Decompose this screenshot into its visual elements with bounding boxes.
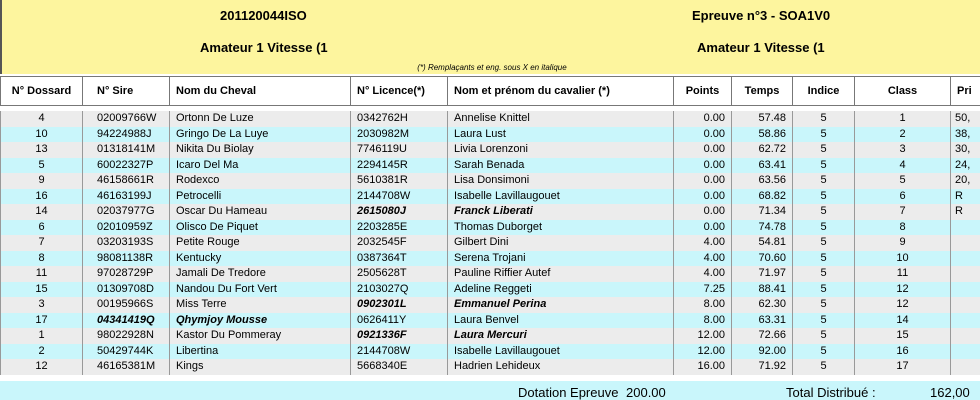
cell-cavalier: Lisa Donsimoni xyxy=(448,173,674,189)
cell-licence: 2103027Q xyxy=(351,282,448,298)
cell-temps: 74.78 xyxy=(732,220,793,236)
cell-indice: 5 xyxy=(793,158,855,174)
cell-points: 16.00 xyxy=(674,359,732,375)
cell-licence: 2030982M xyxy=(351,127,448,143)
dotation-value: 200.00 xyxy=(626,385,666,400)
total-value: 162,00 xyxy=(930,385,970,400)
cell-prix xyxy=(951,266,980,282)
cell-cheval: Nikita Du Biolay xyxy=(170,142,351,158)
table-row xyxy=(1,266,980,282)
cell-cavalier: Serena Trojani xyxy=(448,251,674,267)
dotation-label: Dotation Epreuve xyxy=(518,385,619,400)
cell-dossard: 3 xyxy=(1,297,83,313)
table-row xyxy=(1,297,980,313)
col-class: Class xyxy=(855,77,951,106)
table-row xyxy=(1,328,980,344)
cell-prix: 20, xyxy=(951,173,980,189)
cell-sire: 98081138R xyxy=(83,251,170,267)
cell-sire: 46165381M xyxy=(83,359,170,375)
event-category-right: Amateur 1 Vitesse (1 xyxy=(697,40,825,55)
cell-class: 10 xyxy=(855,251,951,267)
cell-points: 0.00 xyxy=(674,158,732,174)
cell-sire: 02010959Z xyxy=(83,220,170,236)
cell-class: 16 xyxy=(855,344,951,360)
cell-indice: 5 xyxy=(793,173,855,189)
cell-cheval: Gringo De La Luye xyxy=(170,127,351,143)
cell-indice: 5 xyxy=(793,266,855,282)
cell-points: 0.00 xyxy=(674,127,732,143)
cell-cheval: Libertina xyxy=(170,344,351,360)
cell-dossard: 11 xyxy=(1,266,83,282)
cell-points: 0.00 xyxy=(674,111,732,127)
cell-temps: 72.66 xyxy=(732,328,793,344)
cell-points: 4.00 xyxy=(674,266,732,282)
cell-class: 4 xyxy=(855,158,951,174)
col-temps: Temps xyxy=(732,77,793,106)
cell-temps: 63.41 xyxy=(732,158,793,174)
cell-sire: 97028729P xyxy=(83,266,170,282)
cell-cavalier: Isabelle Lavillaugouet xyxy=(448,189,674,205)
cell-sire: 02037977G xyxy=(83,204,170,220)
event-title: Epreuve n°3 - SOA1V0 xyxy=(692,8,831,23)
cell-class: 9 xyxy=(855,235,951,251)
cell-cavalier: Thomas Duborget xyxy=(448,220,674,236)
cell-prix: 24, xyxy=(951,158,980,174)
cell-prix xyxy=(951,235,980,251)
cell-points: 4.00 xyxy=(674,235,732,251)
cell-cheval: Miss Terre xyxy=(170,297,351,313)
cell-indice: 5 xyxy=(793,189,855,205)
cell-class: 14 xyxy=(855,313,951,329)
cell-points: 0.00 xyxy=(674,173,732,189)
cell-temps: 58.86 xyxy=(732,127,793,143)
cell-sire: 46163199J xyxy=(83,189,170,205)
cell-sire: 01309708D xyxy=(83,282,170,298)
cell-sire: 01318141M xyxy=(83,142,170,158)
table-row xyxy=(1,204,980,220)
cell-licence: 2615080J xyxy=(351,204,448,220)
cell-licence: 0387364T xyxy=(351,251,448,267)
cell-cavalier: Isabelle Lavillaugouet xyxy=(448,344,674,360)
col-cheval: Nom du Cheval xyxy=(170,77,351,106)
cell-dossard: 17 xyxy=(1,313,83,329)
cell-cavalier: Laura Lust xyxy=(448,127,674,143)
table-row xyxy=(1,282,980,298)
cell-temps: 70.60 xyxy=(732,251,793,267)
cell-class: 8 xyxy=(855,220,951,236)
cell-class: 11 xyxy=(855,266,951,282)
table-row xyxy=(1,359,980,375)
cell-class: 3 xyxy=(855,142,951,158)
cell-dossard: 6 xyxy=(1,220,83,236)
cell-indice: 5 xyxy=(793,204,855,220)
col-points: Points xyxy=(674,77,732,106)
cell-cavalier: Pauline Riffier Autef xyxy=(448,266,674,282)
cell-indice: 5 xyxy=(793,220,855,236)
cell-dossard: 10 xyxy=(1,127,83,143)
table-row xyxy=(1,220,980,236)
col-indice: Indice xyxy=(793,77,855,106)
cell-points: 8.00 xyxy=(674,313,732,329)
cell-cheval: Kentucky xyxy=(170,251,351,267)
cell-cheval: Icaro Del Ma xyxy=(170,158,351,174)
results-body xyxy=(1,106,980,375)
cell-sire: 02009766W xyxy=(83,111,170,127)
cell-temps: 71.92 xyxy=(732,359,793,375)
table-row xyxy=(1,344,980,360)
cell-prix xyxy=(951,220,980,236)
cell-cheval: Kastor Du Pommeray xyxy=(170,328,351,344)
cell-licence: 0902301L xyxy=(351,297,448,313)
cell-dossard: 4 xyxy=(1,111,83,127)
cell-licence: 2294145R xyxy=(351,158,448,174)
table-row xyxy=(1,142,980,158)
table-row xyxy=(1,173,980,189)
cell-class: 1 xyxy=(855,111,951,127)
cell-licence: 7746119U xyxy=(351,142,448,158)
cell-cavalier: Laura Mercuri xyxy=(448,328,674,344)
cell-temps: 68.82 xyxy=(732,189,793,205)
results-header xyxy=(0,0,980,74)
col-sire: N° Sire xyxy=(83,77,170,106)
cell-temps: 63.56 xyxy=(732,173,793,189)
table-row xyxy=(1,189,980,205)
cell-temps: 63.31 xyxy=(732,313,793,329)
cell-indice: 5 xyxy=(793,142,855,158)
cell-cheval: Petite Rouge xyxy=(170,235,351,251)
cell-dossard: 16 xyxy=(1,189,83,205)
cell-dossard: 13 xyxy=(1,142,83,158)
cell-dossard: 15 xyxy=(1,282,83,298)
cell-class: 12 xyxy=(855,297,951,313)
cell-prix: 38, xyxy=(951,127,980,143)
cell-prix xyxy=(951,344,980,360)
cell-class: 5 xyxy=(855,173,951,189)
cell-cavalier: Adeline Reggeti xyxy=(448,282,674,298)
cell-temps: 62.30 xyxy=(732,297,793,313)
table-row xyxy=(1,111,980,127)
cell-licence: 2032545F xyxy=(351,235,448,251)
cell-class: 12 xyxy=(855,282,951,298)
cell-cavalier: Livia Lorenzoni xyxy=(448,142,674,158)
cell-points: 12.00 xyxy=(674,344,732,360)
cell-points: 0.00 xyxy=(674,142,732,158)
cell-cavalier: Franck Liberati xyxy=(448,204,674,220)
cell-sire: 60022327P xyxy=(83,158,170,174)
results-footer xyxy=(0,381,980,400)
cell-class: 15 xyxy=(855,328,951,344)
col-dossard: N° Dossard xyxy=(1,77,83,106)
cell-points: 8.00 xyxy=(674,297,732,313)
cell-points: 12.00 xyxy=(674,328,732,344)
cell-dossard: 8 xyxy=(1,251,83,267)
cell-cheval: Nandou Du Fort Vert xyxy=(170,282,351,298)
cell-indice: 5 xyxy=(793,235,855,251)
table-header-row xyxy=(1,77,980,106)
event-code: 201120044ISO xyxy=(220,8,307,23)
cell-licence: 2144708W xyxy=(351,189,448,205)
cell-dossard: 1 xyxy=(1,328,83,344)
cell-cheval: Ortonn De Luze xyxy=(170,111,351,127)
cell-dossard: 2 xyxy=(1,344,83,360)
cell-prix: R xyxy=(951,189,980,205)
cell-temps: 92.00 xyxy=(732,344,793,360)
cell-prix: 30, xyxy=(951,142,980,158)
cell-licence: 0342762H xyxy=(351,111,448,127)
table-row xyxy=(1,251,980,267)
cell-sire: 98022928N xyxy=(83,328,170,344)
table-row xyxy=(1,127,980,143)
cell-cheval: Jamali De Tredore xyxy=(170,266,351,282)
cell-licence: 0626411Y xyxy=(351,313,448,329)
cell-points: 0.00 xyxy=(674,204,732,220)
cell-indice: 5 xyxy=(793,328,855,344)
results-table xyxy=(0,76,980,375)
cell-indice: 5 xyxy=(793,127,855,143)
cell-class: 7 xyxy=(855,204,951,220)
cell-temps: 88.41 xyxy=(732,282,793,298)
cell-cavalier: Hadrien Lehideux xyxy=(448,359,674,375)
cell-cavalier: Emmanuel Perina xyxy=(448,297,674,313)
cell-cheval: Oscar Du Hameau xyxy=(170,204,351,220)
cell-cheval: Kings xyxy=(170,359,351,375)
cell-indice: 5 xyxy=(793,359,855,375)
table-row xyxy=(1,158,980,174)
cell-sire: 94224988J xyxy=(83,127,170,143)
col-licence: N° Licence(*) xyxy=(351,77,448,106)
cell-cheval: Rodexco xyxy=(170,173,351,189)
cell-cheval: Petrocelli xyxy=(170,189,351,205)
cell-licence: 0921336F xyxy=(351,328,448,344)
cell-sire: 50429744K xyxy=(83,344,170,360)
cell-prix xyxy=(951,359,980,375)
cell-temps: 71.97 xyxy=(732,266,793,282)
cell-class: 2 xyxy=(855,127,951,143)
cell-indice: 5 xyxy=(793,344,855,360)
cell-licence: 2144708W xyxy=(351,344,448,360)
cell-points: 7.25 xyxy=(674,282,732,298)
event-category-left: Amateur 1 Vitesse (1 xyxy=(200,40,328,55)
cell-cavalier: Laura Benvel xyxy=(448,313,674,329)
total-label: Total Distribué : xyxy=(786,385,876,400)
cell-temps: 57.48 xyxy=(732,111,793,127)
cell-temps: 62.72 xyxy=(732,142,793,158)
cell-prix xyxy=(951,251,980,267)
cell-cavalier: Gilbert Dini xyxy=(448,235,674,251)
cell-indice: 5 xyxy=(793,282,855,298)
cell-prix xyxy=(951,297,980,313)
cell-sire: 03203193S xyxy=(83,235,170,251)
cell-indice: 5 xyxy=(793,297,855,313)
cell-cheval: Qhymjoy Mousse xyxy=(170,313,351,329)
cell-prix xyxy=(951,282,980,298)
italic-note: (*) Remplaçants et eng. sous X en italique xyxy=(417,63,567,72)
cell-prix xyxy=(951,328,980,344)
cell-dossard: 14 xyxy=(1,204,83,220)
cell-prix: 50, xyxy=(951,111,980,127)
cell-sire: 46158661R xyxy=(83,173,170,189)
cell-prix xyxy=(951,313,980,329)
cell-points: 0.00 xyxy=(674,189,732,205)
cell-indice: 5 xyxy=(793,313,855,329)
col-prix: Pri xyxy=(951,77,980,106)
cell-indice: 5 xyxy=(793,251,855,267)
cell-temps: 54.81 xyxy=(732,235,793,251)
cell-licence: 5610381R xyxy=(351,173,448,189)
cell-dossard: 9 xyxy=(1,173,83,189)
cell-points: 0.00 xyxy=(674,220,732,236)
cell-dossard: 5 xyxy=(1,158,83,174)
col-cavalier: Nom et prénom du cavalier (*) xyxy=(448,77,674,106)
cell-class: 17 xyxy=(855,359,951,375)
cell-cavalier: Sarah Benada xyxy=(448,158,674,174)
cell-cheval: Olisco De Piquet xyxy=(170,220,351,236)
table-row xyxy=(1,235,980,251)
table-row xyxy=(1,313,980,329)
cell-class: 6 xyxy=(855,189,951,205)
cell-dossard: 7 xyxy=(1,235,83,251)
cell-points: 4.00 xyxy=(674,251,732,267)
cell-sire: 04341419Q xyxy=(83,313,170,329)
cell-sire: 00195966S xyxy=(83,297,170,313)
cell-licence: 2203285E xyxy=(351,220,448,236)
cell-temps: 71.34 xyxy=(732,204,793,220)
cell-dossard: 12 xyxy=(1,359,83,375)
cell-cavalier: Annelise Knittel xyxy=(448,111,674,127)
cell-licence: 2505628T xyxy=(351,266,448,282)
cell-indice: 5 xyxy=(793,111,855,127)
cell-prix: R xyxy=(951,204,980,220)
cell-licence: 5668340E xyxy=(351,359,448,375)
